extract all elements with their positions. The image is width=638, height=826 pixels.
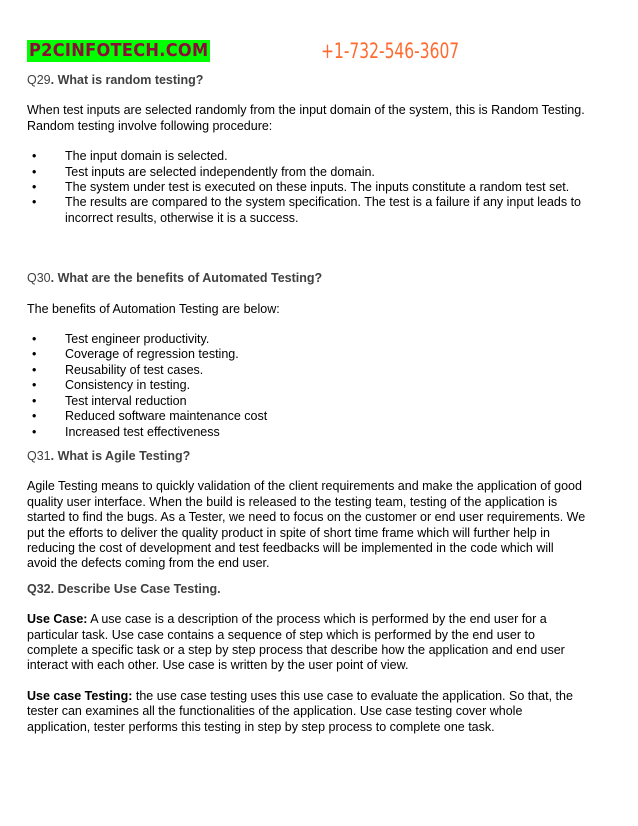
question-title: Q32. Describe Use Case Testing. bbox=[27, 581, 221, 596]
list-item: • Consistency in testing. bbox=[27, 378, 587, 393]
document-content bbox=[27, 73, 587, 735]
use-case-text: A use case is a description of the process which is performed by the end user for a particular task. Use case contains a sequence of step which is performed by the end user to complete a specific task or a step by step process that describe how the application and end user interact with each other. Use case is written by the user point of view. bbox=[27, 612, 565, 673]
use-case-testing-label: Use case Testing: bbox=[27, 688, 133, 703]
question-title: . What is Agile Testing? bbox=[50, 448, 191, 463]
bullet-list-q29 bbox=[27, 149, 587, 226]
page-header bbox=[27, 38, 617, 64]
list-item: • The results are compared to the system specification. The test is a failure if any input leads to incorrect results, otherwise it is a success. bbox=[27, 195, 587, 226]
paragraph-q29-intro: When test inputs are selected randomly from the input domain of the system, this is Random Testing. Random testing involve following procedure: bbox=[27, 103, 585, 133]
question-title: . What is random testing? bbox=[50, 73, 204, 87]
question-number: Q30 bbox=[27, 271, 51, 286]
question-number: Q31 bbox=[27, 448, 51, 463]
list-item: • The system under test is executed on these inputs. The inputs constitute a random test set. bbox=[27, 180, 587, 195]
phone-number: +1-732-546-3607 bbox=[321, 39, 460, 63]
paragraph-q31-body: Agile Testing means to quickly validation of the client requirements and make the application of good quality user interface. When the build is released to the testing team, testing of the application is started to find the bugs. As a Tester, we need to focus on the customer or end user requirements. We put the efforts to deliver the quality product in spite of short time frame which will further help in reducing the cost of development and test feedbacks will be implemented in the code which will avoid the defects coming from the end user. bbox=[27, 479, 586, 571]
question-heading-q32 bbox=[27, 582, 587, 597]
question-heading-q29 bbox=[27, 73, 587, 88]
list-item: • Coverage of regression testing. bbox=[27, 347, 587, 362]
list-item: • Test engineer productivity. bbox=[27, 332, 587, 347]
list-item: • The input domain is selected. bbox=[27, 149, 587, 164]
list-item: • Reduced software maintenance cost bbox=[27, 409, 587, 424]
question-title: . What are the benefits of Automated Testing? bbox=[50, 271, 323, 286]
list-item: • Test inputs are selected independently from the domain. bbox=[27, 165, 587, 180]
paragraph-use-case bbox=[27, 612, 587, 674]
question-number: Q29 bbox=[27, 73, 51, 87]
brand-logo-text: P2CINFOTECH.COM bbox=[29, 40, 209, 61]
question-heading-q31 bbox=[27, 449, 587, 464]
paragraph-use-case-testing bbox=[27, 689, 587, 735]
question-heading-q30 bbox=[27, 271, 587, 286]
bullet-list-q30 bbox=[27, 332, 587, 440]
use-case-label: Use Case: bbox=[27, 612, 88, 627]
list-item: • Reusability of test cases. bbox=[27, 363, 587, 378]
paragraph-q30-intro: The benefits of Automation Testing are below: bbox=[27, 301, 280, 316]
use-case-testing-text: the use case testing uses this use case to evaluate the application. So that, the tester can examines all the functionalities of the application. Use case testing cover whole application, tester performs this testing in step by step process to complete one task. bbox=[27, 688, 573, 734]
list-item: • Increased test effectiveness bbox=[27, 425, 587, 440]
list-item: • Test interval reduction bbox=[27, 394, 587, 409]
